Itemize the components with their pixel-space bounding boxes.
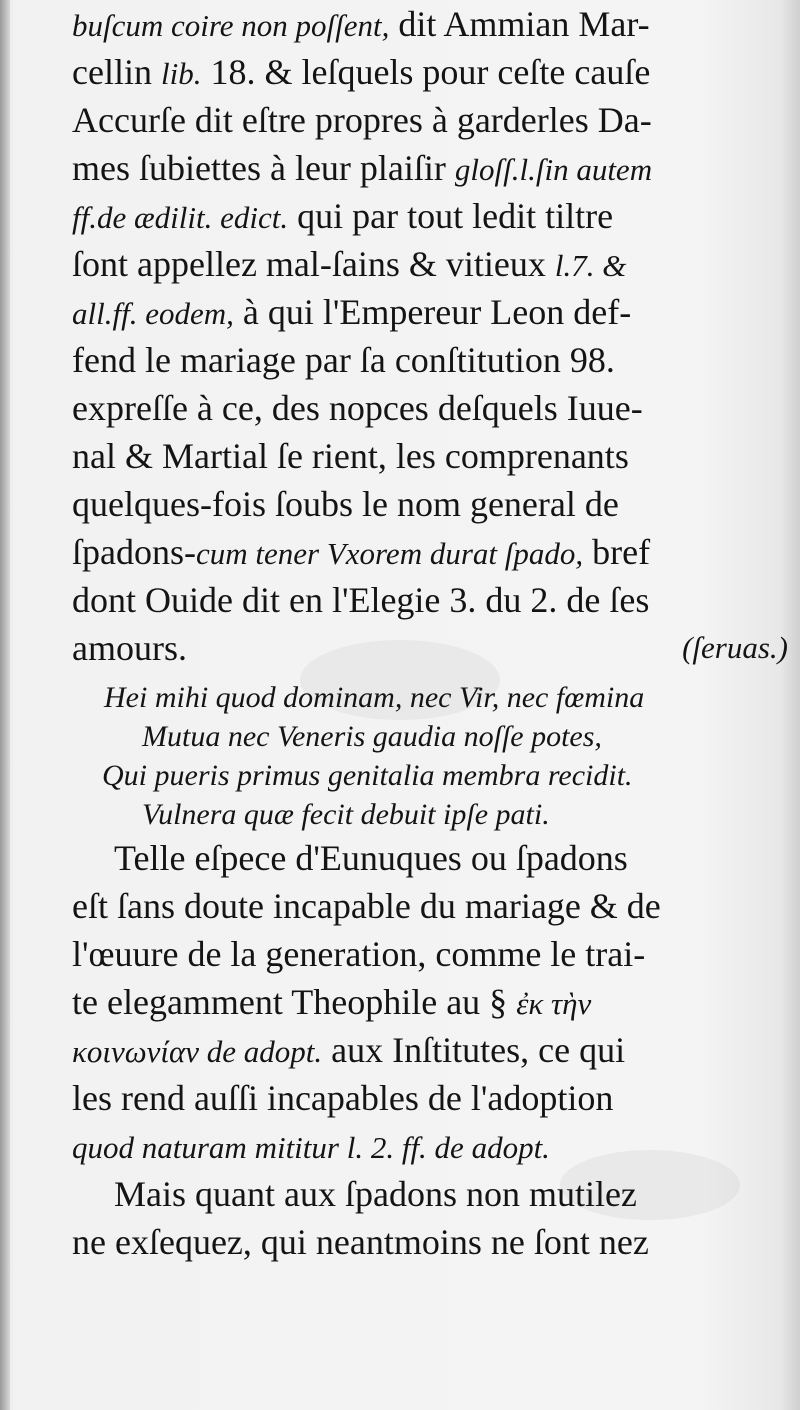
text-line	[72, 882, 788, 930]
paragraph-2	[72, 834, 788, 1170]
verse-block	[72, 678, 788, 834]
text-line	[72, 144, 788, 192]
text-line	[72, 432, 788, 480]
roman-text: Accurſe dit eſtre propres à garderles Da-	[72, 100, 652, 140]
text-line	[72, 480, 788, 528]
roman-text: ſont appellez mal-ſains & vitieux	[72, 244, 555, 284]
roman-text: bref	[583, 532, 651, 572]
verse-line-3: Qui pueris primus genitalia membra recidit.	[102, 759, 633, 792]
text-line	[72, 1218, 788, 1266]
text-line	[72, 930, 788, 978]
roman-text: ſpadons-	[72, 532, 196, 572]
roman-text: à qui l'Empereur Leon def-	[233, 292, 632, 332]
verse-line-1: Hei mihi quod dominam, nec Vir, nec fœmina	[104, 681, 645, 714]
roman-text: qui par tout ledit tiltre	[288, 196, 614, 236]
text-line	[72, 1074, 788, 1122]
italic-text: ff.de ædilit. edict.	[72, 200, 289, 235]
paragraph-3	[72, 1170, 788, 1266]
italic-text: ἐκ τὴν	[516, 986, 592, 1021]
text-line	[72, 834, 788, 882]
roman-text: ne exſequez, qui neantmoins ne ſont nez	[72, 1222, 649, 1262]
italic-text: all.ff. eodem,	[72, 296, 234, 331]
roman-text: aux Inſtitutes, ce qui	[322, 1030, 626, 1070]
italic-text: cum tener Vxorem durat ſpado,	[195, 536, 584, 571]
italic-text: quod naturam mititur l. 2. ff. de adopt.	[72, 1130, 550, 1165]
roman-text: dit Ammian Mar-	[389, 4, 650, 44]
italic-text: buſcum coire non poſſent,	[72, 8, 390, 43]
verse-line-2: Mutua nec Veneris gaudia noſſe potes,	[142, 720, 602, 753]
roman-text: mes ſubiettes à leur plaiſir	[72, 148, 455, 188]
text-line-amours	[72, 624, 788, 672]
text-line	[72, 576, 788, 624]
body-text	[72, 0, 788, 1266]
catchword: (ſeruas.)	[682, 630, 788, 665]
text-line	[72, 288, 788, 336]
italic-text: l.7. &	[554, 248, 627, 283]
roman-text: fend le mariage par ſa conſtitution 98.	[72, 340, 615, 380]
roman-text: 18. & leſquels pour ceſte cauſe	[201, 52, 651, 92]
text-line	[72, 0, 788, 48]
text-line	[72, 1170, 788, 1218]
verse-line-4: Vulnera quæ fecit debuit ipſe pati.	[142, 798, 550, 831]
italic-text: lib.	[160, 56, 202, 91]
text-line	[72, 978, 788, 1026]
text-line	[72, 1122, 788, 1170]
roman-text: nal & Martial ſe rient, les comprenants	[72, 436, 629, 476]
roman-text: quelques-fois ſoubs le nom general de	[72, 484, 619, 524]
text-line	[72, 48, 788, 96]
amours-word: amours.	[72, 628, 187, 668]
roman-text: Telle eſpece d'Eunuques ou ſpadons	[114, 838, 628, 878]
roman-text: dont Ouide dit en l'Elegie 3. du 2. de ſes	[72, 580, 650, 620]
text-line	[72, 384, 788, 432]
roman-text: cellin	[72, 52, 161, 92]
text-line	[72, 528, 788, 576]
text-line	[72, 192, 788, 240]
roman-text: les rend auſſi incapables de l'adoption	[72, 1078, 614, 1118]
roman-text: eſt ſans doute incapable du mariage & de	[72, 886, 661, 926]
text-line	[72, 1026, 788, 1074]
text-line	[72, 240, 788, 288]
roman-text: te elegamment Theophile au §	[72, 982, 517, 1022]
page-gutter	[0, 0, 10, 1410]
paragraph-1	[72, 0, 788, 624]
italic-text: κοινωνίαν de adopt.	[72, 1034, 323, 1069]
roman-text: Mais quant aux ſpadons non mutilez	[114, 1174, 637, 1214]
text-line	[72, 336, 788, 384]
text-line	[72, 96, 788, 144]
roman-text: expreſſe à ce, des nopces deſquels Iuue-	[72, 388, 643, 428]
roman-text: l'œuure de la generation, comme le trai-	[72, 934, 646, 974]
italic-text: gloſſ.l.ſin autem	[454, 152, 653, 187]
